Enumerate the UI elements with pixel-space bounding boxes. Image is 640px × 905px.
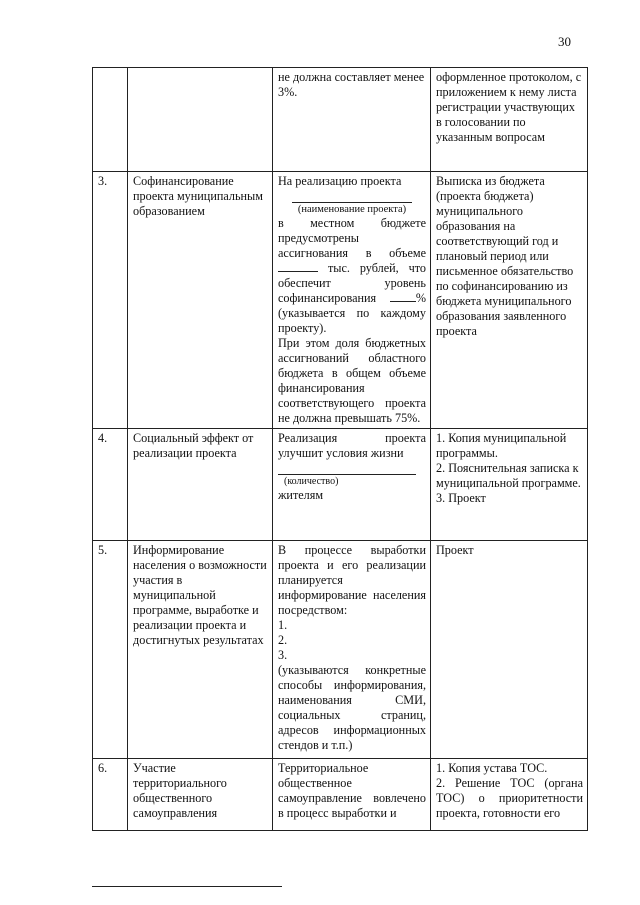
page-number: 30 (558, 34, 571, 49)
list-item: 3. (278, 648, 288, 662)
table-row (93, 429, 588, 541)
fill-blank (278, 271, 318, 272)
condition-text: Реализация проекта улучшит условия жизни (278, 431, 426, 460)
condition-cell (273, 759, 431, 831)
criterion-cell: Социальный эффект от реализации проекта (128, 429, 273, 541)
percent-sign: % (415, 291, 426, 305)
row-number: 5. (93, 541, 128, 759)
condition-cell (273, 429, 431, 541)
list-item: 2. (278, 633, 288, 647)
documents-text: оформленное протоколом, с приложением к нему листа регистрации участвующих в голосовании по указанным вопросам (436, 70, 582, 144)
documents-cell (431, 541, 588, 759)
table-row (93, 541, 588, 759)
documents-cell (431, 172, 588, 429)
condition-text: Территориальное общественное самоуправление вовлечено в процесс выработки и (278, 761, 426, 820)
criterion-cell: Информирование населения о возможности участия в муниципальной программе, выработке и реализации проекта и достигнутых результатах (128, 541, 273, 759)
condition-text: не должна составляет менее 3%. (278, 70, 425, 99)
criterion-cell: Участие территориального общественного самоуправления (128, 759, 273, 831)
fill-blank (278, 461, 416, 475)
documents-cell (431, 429, 588, 541)
table-row (93, 759, 588, 831)
table-row (93, 172, 588, 429)
condition-text: тыс. рублей, что обеспечит уровень софинансирования (278, 261, 426, 305)
list-item: 3. Проект (436, 491, 486, 505)
condition-text: При этом доля бюджетных ассигнований областного бюджета в общем объеме финансирования соответствующего проекта не должна превышать 75%. (278, 336, 426, 425)
footnote-rule (92, 886, 282, 887)
fill-blank (292, 189, 412, 203)
fill-blank (390, 301, 416, 302)
condition-text: (указывается по каждому проекту). (278, 306, 426, 335)
condition-text: В процессе выработки проекта и его реализации планируется информирование населения посредством: (278, 543, 426, 617)
condition-cell (273, 541, 431, 759)
list-item: 2. Решение ТОС (органа ТОС) о приоритетности проекта, готовности его (436, 776, 583, 820)
list-item: 2. Пояснительная записка к муниципальной программе. (436, 461, 581, 490)
table-row (93, 68, 588, 172)
condition-text: в местном бюджете предусмотрены ассигнования в объеме (278, 216, 426, 260)
hint-text: (указываются конкретные способы информирования, наименования СМИ, социальных страниц, адресов информационных стендов и т.п.) (278, 663, 426, 752)
row-number: 3. (93, 172, 128, 429)
condition-text: На реализацию проекта (278, 174, 402, 188)
condition-cell (273, 68, 431, 172)
criterion-cell: Софинансирование проекта муниципальным образованием (128, 172, 273, 429)
list-item: 1. Копия муниципальной программы. (436, 431, 567, 460)
row-number: 4. (93, 429, 128, 541)
condition-cell (273, 172, 431, 429)
condition-text: жителям (278, 488, 324, 502)
hint-text: (количество) (284, 476, 339, 487)
list-item: 1. (278, 618, 288, 632)
documents-cell (431, 68, 588, 172)
list-item: 1. Копия устава ТОС. (436, 761, 548, 775)
documents-text: Проект (436, 543, 474, 557)
row-number: 6. (93, 759, 128, 831)
hint-text: (наименование проекта) (297, 204, 407, 215)
row-number (93, 68, 128, 172)
documents-text: Выписка из бюджета (проекта бюджета) муниципального образования на соответствующий год и плановый период или письменное обязательство по софинансированию из бюджета муниципального образования заявленного проекта (436, 174, 574, 338)
criteria-table (92, 67, 588, 831)
criterion-cell (128, 68, 273, 172)
documents-cell (431, 759, 588, 831)
